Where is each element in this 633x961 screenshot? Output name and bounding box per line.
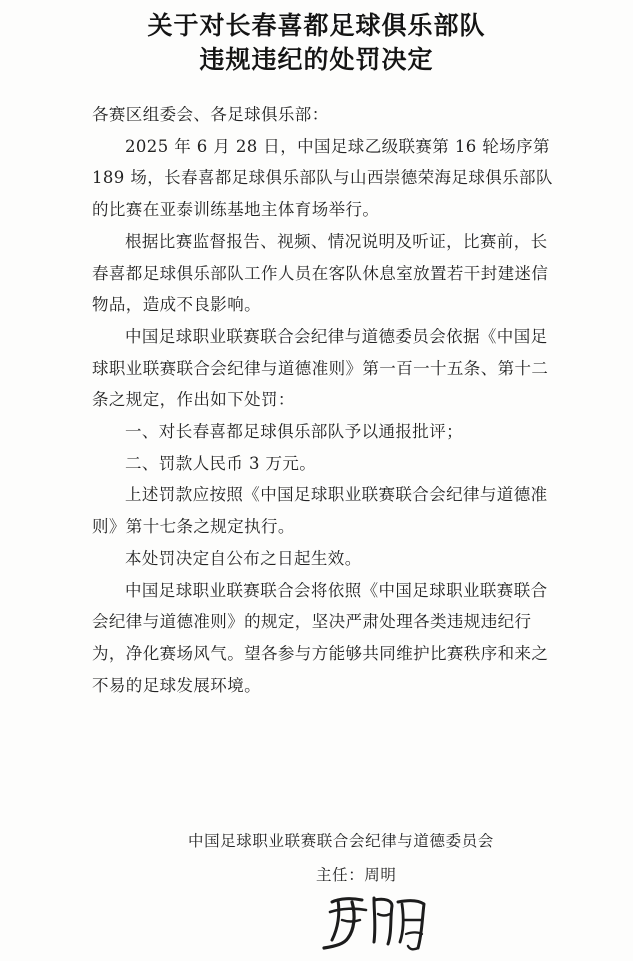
document-title-line-1: 关于对长春喜都足球俱乐部队: [147, 11, 486, 40]
penalty-item-2: 二、罚款人民币 3 万元。: [125, 453, 317, 473]
paragraph-effective-date: 本处罚决定自公布之日起生效。: [125, 548, 362, 568]
paragraph-closing: 中国足球职业联赛联合会将依照《中国足球职业联赛联合会纪律与道德准则》的规定，坚决严肃处理各类违规违纪行为，净化赛场风气。望各参与方能够共同维护比赛秩序和来之不易的足球发展环境。: [92, 580, 549, 695]
salutation: 各赛区组委会、各足球俱乐部：: [92, 105, 329, 124]
document-body: [92, 99, 562, 701]
paragraph-match-info: 2025 年 6 月 28 日，中国足球乙级联赛第 16 轮场序第 189 场，长春喜都足球俱乐部队与山西崇德荣海足球俱乐部队的比赛在亚泰训练基地主体育场举行。: [92, 136, 553, 220]
handwritten-signature: [318, 890, 438, 954]
paragraph-basis: 中国足球职业联赛联合会纪律与道德委员会依据《中国足球职业联赛联合会纪律与道德准则》第一百一十五条、第十二条之规定，作出如下处罚：: [92, 326, 549, 410]
paragraph-findings: 根据比赛监督报告、视频、情况说明及听证，比赛前，长春喜都足球俱乐部队工作人员在客队休息室放置若干封建迷信物品，造成不良影响。: [92, 231, 549, 315]
document-title-line-2: 违规违纪的处罚决定: [199, 45, 434, 74]
signature-organization: 中国足球职业联赛联合会纪律与道德委员会: [188, 832, 494, 850]
penalty-item-1: 一、对长春喜都足球俱乐部队予以通报批评；: [125, 422, 463, 442]
signature-director: 主任：周明: [316, 866, 397, 884]
paragraph-fine-execution: 上述罚款应按照《中国足球职业联赛联合会纪律与道德准则》第十七条之规定执行。: [92, 485, 548, 537]
